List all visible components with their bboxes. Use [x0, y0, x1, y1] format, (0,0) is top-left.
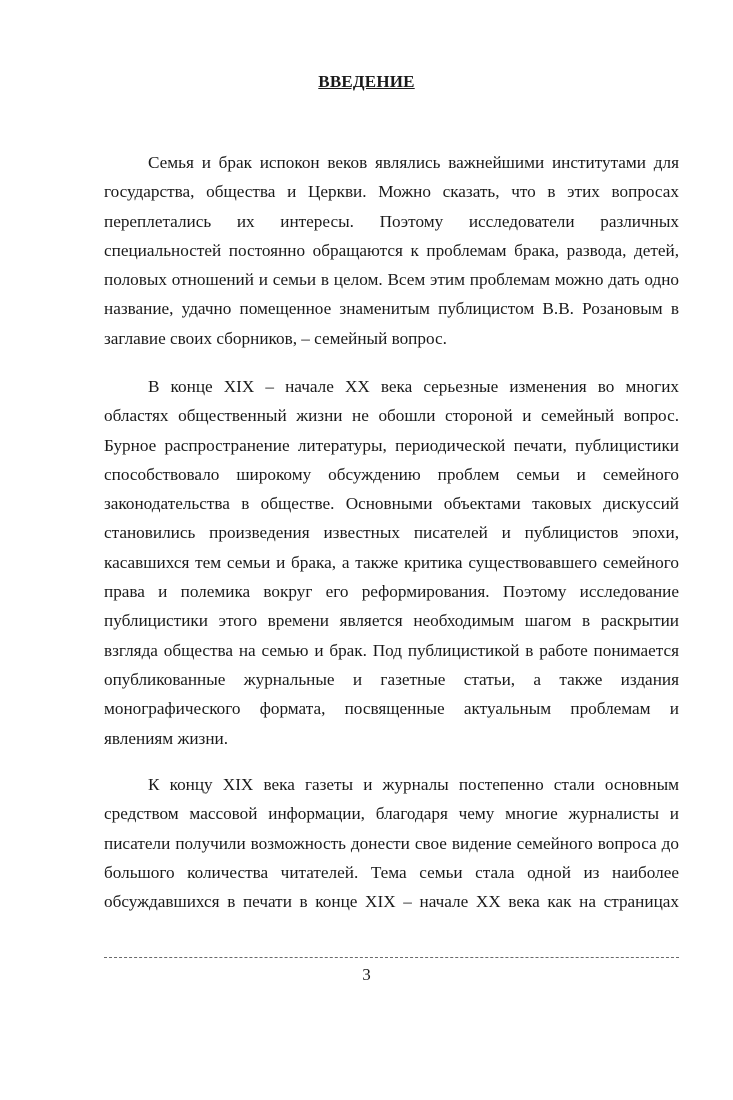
text-line: законодательства в обществе. Основными объектами таковых дискуссий: [104, 494, 679, 514]
text-line: название, удачно помещенное знаменитым публицистом В.В. Розановым в: [104, 299, 679, 319]
text-line: касавшихся тем семьи и брака, а также критика существовавшего семейного: [104, 552, 679, 572]
text-line: способствовало широкому обсуждению проблем семьи и семейного: [104, 464, 679, 484]
text-line: явлениям жизни.: [104, 728, 229, 748]
text-line: государства, общества и Церкви. Можно сказать, что в этих вопросах: [104, 182, 679, 202]
text-line: К концу XIX века газеты и журналы постепенно стали основным: [148, 775, 679, 794]
text-line: специальностей постоянно обращаются к проблемам брака, развода, детей,: [104, 240, 679, 260]
text-line: опубликованные журнальные и газетные статьи, а также издания: [104, 669, 679, 689]
text-line: переплетались их интересы. Поэтому исследователи различных: [104, 211, 679, 231]
paragraph-3: [104, 770, 679, 916]
page-number: 3: [362, 965, 371, 984]
text-line: обсуждавшихся в печати в конце XIX – начале XX века как на страницах: [104, 892, 679, 912]
text-line: Бурное распространение литературы, периодической печати, публицистики: [104, 435, 679, 455]
text-line: средством массовой информации, благодаря чему многие журналисты и: [104, 804, 679, 824]
paragraph-1: [104, 148, 679, 353]
text-line: взгляда общества на семью и брак. Под публицистикой в работе понимается: [104, 640, 679, 660]
footer-divider: [104, 957, 679, 958]
text-line: публицистики этого времени является необходимым шагом в раскрытии: [104, 611, 679, 631]
page-title: ВВЕДЕНИЕ: [318, 72, 415, 91]
paragraph-2: [104, 372, 679, 753]
text-line: половых отношений и семьи в целом. Всем этим проблемам можно дать одно: [104, 270, 679, 290]
text-line: права и полемика вокруг его реформирования. Поэтому исследование: [104, 582, 679, 602]
text-line: писатели получили возможность донести свое видение семейного вопроса до: [104, 833, 679, 853]
text-line: монографического формата, посвященные актуальным проблемам и: [104, 699, 679, 719]
text-line: областях общественный жизни не обошли стороной и семейный вопрос.: [104, 406, 679, 426]
text-line: большого количества читателей. Тема семьи стала одной из наиболее: [104, 862, 679, 882]
text-line: становились произведения известных писателей и публицистов эпохи,: [104, 523, 679, 543]
text-line: заглавие своих сборников, – семейный вопрос.: [104, 328, 447, 348]
text-line: Семья и брак испокон веков являлись важнейшими институтами для: [148, 153, 679, 172]
text-line: В конце XIX – начале XX века серьезные изменения во многих: [148, 377, 679, 396]
